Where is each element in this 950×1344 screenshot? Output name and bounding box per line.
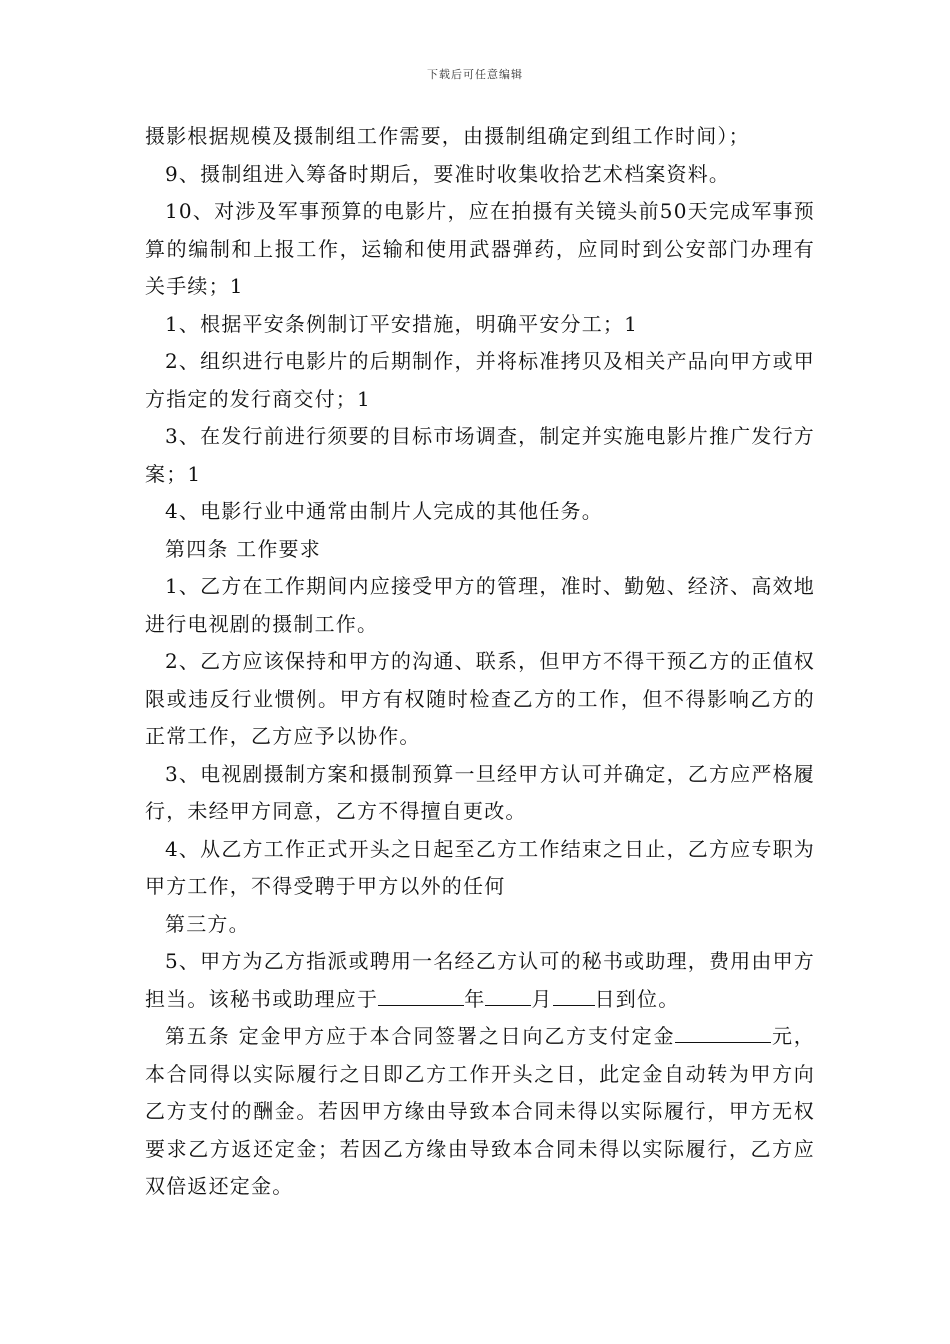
art5-text-after: 元，本合同得以实际履行之日即乙方工作开头之日，此定金自动转为甲方向乙方支付的酬金。若因甲方缘由导致本合同未得以实际履行，甲方无权要求乙方返还定金；若因乙方缘由导致本合同未得以实际履行，乙方应双倍返还定金。 [145,1024,815,1198]
p5-text: 5、甲方为乙方指派或聘用一名经乙方认可的秘书或助理，费用由甲方担当。该秘书或助理应于 [145,949,815,1011]
paragraph-requirement-3: 3、电视剧摄制方案和摄制预算一旦经甲方认可并确定，乙方应严格履行，未经甲方同意，乙方不得擅自更改。 [145,761,815,823]
paragraph-marketing-3: 3、在发行前进行须要的目标市场调查，制定并实施电影片推广发行方案；1 [145,424,815,486]
paragraph-requirement-2: 2、乙方应该保持和甲方的沟通、联系，但甲方不得干预乙方的正值权限或违反行业惯例。甲方有权随时检查乙方的工作，但不得影响乙方的正常工作，乙方应予以协作。 [145,649,815,748]
year-blank [378,983,464,1006]
page-header: 下载后可任意编辑 [427,68,523,81]
paragraph-requirement-5 [145,943,815,1018]
paragraph-safety-1: 1、根据平安条例制订平安措施，明确平安分工；1 [165,311,639,336]
year-label: 年 [464,986,486,1011]
paragraph-requirement-4: 4、从乙方工作正式开头之日起至乙方工作结束之日止，乙方应专职为甲方工作，不得受聘于甲方以外的任何 [145,836,815,898]
art5-text-before: 第五条 定金甲方应于本合同签署之日向乙方支付定金 [165,1024,676,1048]
paragraph-item-9: 9、摄制组进入筹备时期后，要准时收集收拾艺术档案资料。 [165,161,731,186]
paragraph-other-tasks-4: 4、电影行业中通常由制片人完成的其他任务。 [165,499,603,523]
paragraph-requirement-1: 1、乙方在工作期间内应接受甲方的管理，准时、勤勉、经济、高效地进行电视剧的摄制工作。 [145,574,815,636]
day-blank [553,983,595,1006]
article-5-deposit [145,1018,815,1206]
document-body [145,118,815,1206]
month-label: 月 [531,986,553,1011]
month-blank [485,983,531,1006]
paragraph-third-party: 第三方。 [165,911,250,936]
paragraph-continuation: 摄影根据规模及摄制组工作需要，由摄制组确定到组工作时间）； [145,124,750,148]
deposit-amount-blank [675,1020,771,1043]
article-4-heading: 第四条 工作要求 [165,536,321,561]
day-label: 日到位。 [594,986,680,1011]
paragraph-postproduction-2: 2、组织进行电影片的后期制作，并将标准拷贝及相关产品向甲方或甲方指定的发行商交付；1 [145,349,815,411]
paragraph-item-10: 10、对涉及军事预算的电影片，应在拍摄有关镜头前50天完成军事预算的编制和上报工作，运输和使用武器弹药，应同时到公安部门办理有关手续；1 [145,199,815,298]
